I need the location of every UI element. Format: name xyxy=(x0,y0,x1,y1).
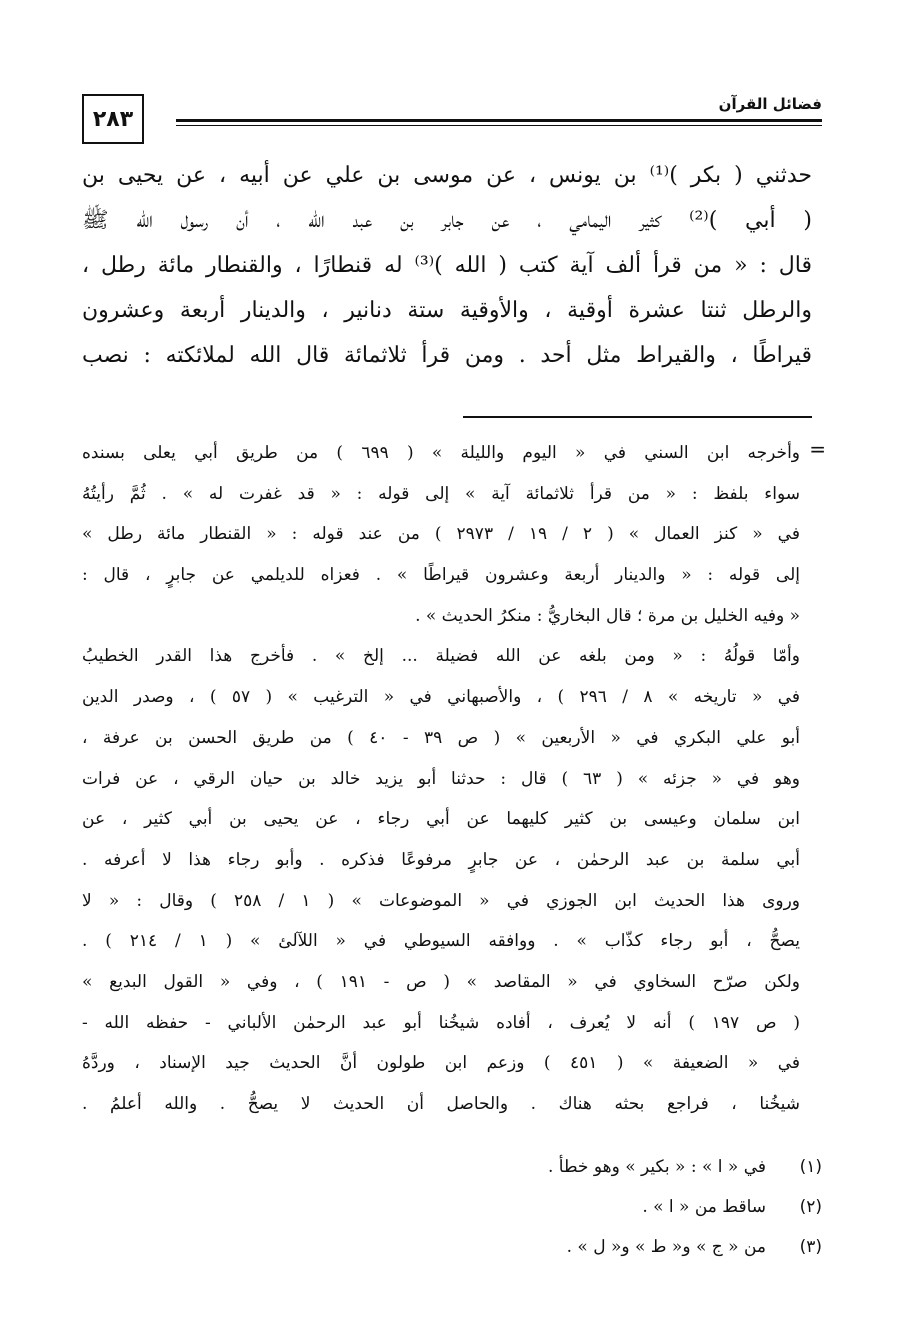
footnote-number: (٣) xyxy=(799,1237,822,1257)
footnote-line: إلى قوله : « والدينار أربعة وعشرون قيراطًا » . فعزاه للديلمي عن جابرٍ ، قال : xyxy=(82,565,800,586)
main-text-line: قيراطًا ، والقيراط مثل أحد . ومن قرأ ثلاثمائة قال الله لملائكته : نصب xyxy=(82,343,812,368)
continuation-mark: = xyxy=(809,437,826,461)
main-text xyxy=(82,153,812,378)
footnote-line: أبو علي البكري في « الأربعين » ( ص ٣٩ - ٤٠ ) من طريق الحسن بن عرفة ، xyxy=(82,727,800,748)
main-text-line: والرطل ثنتا عشرة أوقية ، والأوقية ستة دنانير ، والدينار أربعة وعشرون xyxy=(82,298,812,323)
footnote-text: من « ج » و« ط » و« ل » . xyxy=(566,1237,766,1257)
footnote-line: « وفيه الخليل بن مرة ؛ قال البخاريُّ : منكرُ الحديث » . xyxy=(415,605,800,626)
main-text-line: قال : « من قرأ ألف آية كتب ( الله )⁽³⁾ له قنطارًا ، والقنطار مائة رطل ، xyxy=(82,253,812,278)
footnote-line: في « الضعيفة » ( ٤٥١ ) وزعم ابن طولون أنَّ الحديث جيد الإسناد ، وردَّهُ xyxy=(82,1053,800,1074)
footnote-line: وأخرجه ابن السني في « اليوم والليلة » ( ٦٩٩ ) من طريق أبي يعلى بسنده xyxy=(82,443,800,463)
footnote-separator xyxy=(463,416,812,418)
footnote-line: أبي سلمة بن عبد الرحمٰن ، عن جابرٍ مرفوعًا فذكره . وأبو رجاء هذا لا أعرفه . xyxy=(82,849,800,870)
running-header-title: فضائل القرآن xyxy=(718,95,822,113)
footnote-line: سواء بلفظ : « من قرأ ثلاثمائة آية » إلى قوله : « قد غفرت له » . ثُمَّ رأيتُهُ xyxy=(82,483,800,504)
footnote-line: يصحُّ ، أبو رجاء كذّاب » . ووافقه السيوطي في « اللآلئ » ( ١ / ٢١٤ ) . xyxy=(82,931,800,952)
page-number: ٢٨٣ xyxy=(82,94,144,144)
footnote-line: شيخُنا ، فراجع بحثه هناك . والحاصل أن الحديث لا يصحُّ . والله أعلمُ . xyxy=(82,1094,800,1114)
footnote-text: ساقط من « ا » . xyxy=(642,1197,766,1217)
footnote-line: وروى هذا الحديث ابن الجوزي في « الموضوعات » ( ١ / ٢٥٨ ) وقال : « لا xyxy=(82,890,800,911)
main-text-line: ( أبي )⁽²⁾ كثير اليمامي ، عن جابر بن عبد الله ، أن رسول الله ﷺ xyxy=(82,208,812,233)
header-rule xyxy=(176,119,822,122)
footnote-line: ولكن صرّح السخاوي في « المقاصد » ( ص - ١٩١ ) ، وفي « القول البديع » xyxy=(82,971,800,992)
header-rule-thin xyxy=(176,125,822,126)
footnote-line: وهو في « جزئه » ( ٦٣ ) قال : حدثنا أبو يزيد خالد بن حيان الرقي ، عن فرات xyxy=(82,768,800,789)
main-text-line: حدثني ( بكر )⁽¹⁾ بن يونس ، عن موسى بن علي عن أبيه ، عن يحيى بن xyxy=(82,163,812,188)
footnote-line: وأمّا قولُهُ : « ومن بلغه عن الله فضيلة ... إلخ » . فأخرج هذا القدر الخطيبُ xyxy=(82,646,800,667)
footnote-line: ابن سلمان وعيسى بن كثير كليهما عن أبي رجاء ، عن يحيى بن أبي كثير ، عن xyxy=(82,809,800,830)
footnote-line: في « تاريخه » ٨ / ٢٩٦ ) ، والأصبهاني في « الترغيب » ( ٥٧ ) ، وصدر الدين xyxy=(82,687,800,708)
numbered-footnote xyxy=(82,1147,822,1187)
footnote-line: في « كنز العمال » ( ٢ / ١٩ / ٢٩٧٣ ) من عند قوله : « القنطار مائة رطل » xyxy=(82,524,800,545)
footnote-line: ( ص ١٩٧ ) أنه لا يُعرف ، أفاده شيخُنا أبو عبد الرحمٰن الألباني - حفظه الله - xyxy=(82,1012,800,1033)
numbered-footnote xyxy=(82,1227,822,1267)
footnote-continuation xyxy=(82,433,800,1165)
footnote-number: (٢) xyxy=(799,1197,822,1217)
numbered-footnote xyxy=(82,1187,822,1227)
numbered-footnotes xyxy=(82,1147,822,1267)
footnote-text: في « ا » : « بكير » وهو خطأ . xyxy=(547,1157,766,1177)
footnote-number: (١) xyxy=(799,1157,822,1177)
